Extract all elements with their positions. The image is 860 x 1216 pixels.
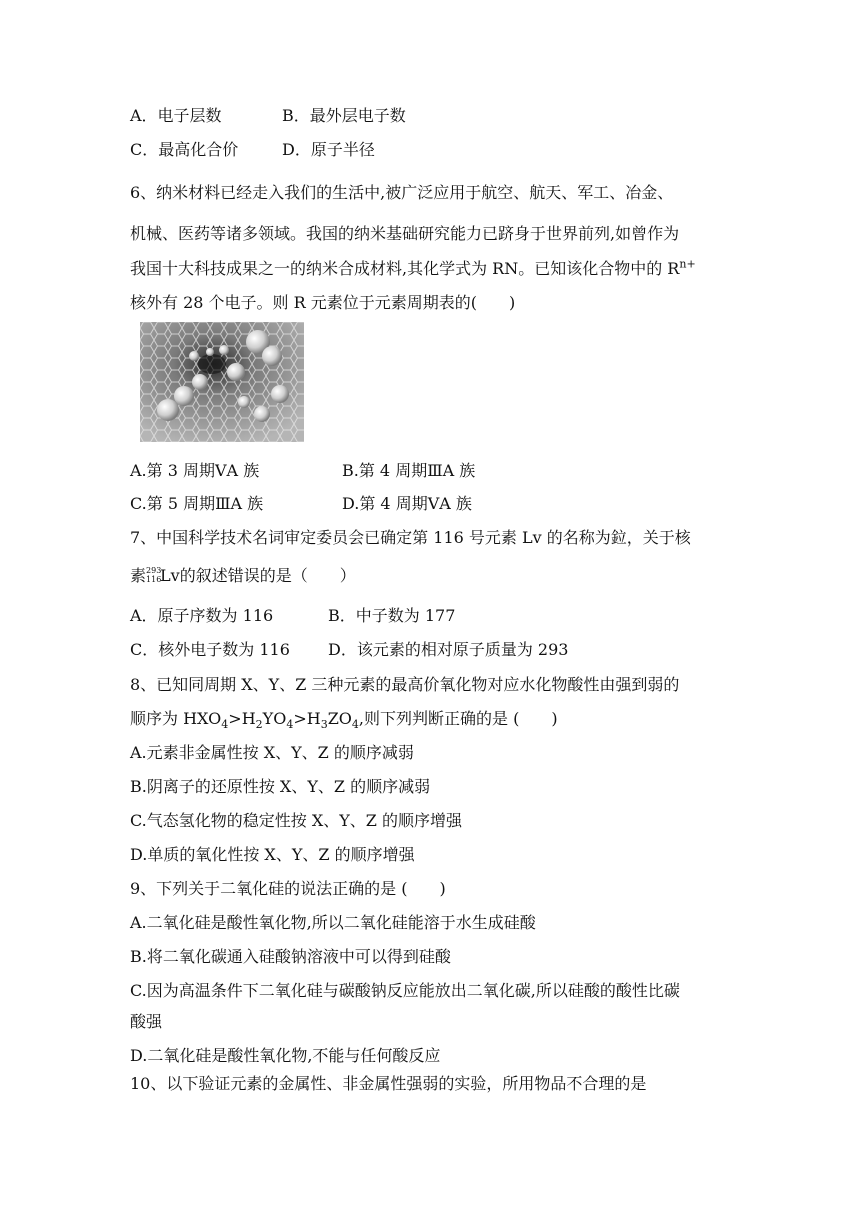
q7-option-a: A．原子序数为 116	[130, 606, 274, 625]
q6-charge-superscript: n+	[679, 257, 696, 271]
q8-stem-line-2	[130, 709, 558, 732]
q5-option-a: A．电子层数	[130, 106, 222, 125]
q8-formula-c: YO	[262, 709, 287, 728]
q6-option-a: A.第 3 周期ⅤA 族	[130, 461, 260, 480]
q6-stem-line-4: 核外有 28 个电子。则 R 元素位于元素周期表的( )	[130, 293, 516, 312]
nanotube-illustration	[140, 322, 304, 442]
atomic-number: 116	[146, 575, 162, 584]
q8-option-c: C.气态氢化物的稳定性按 X、Y、Z 的顺序增强	[130, 811, 463, 830]
q7-stem-line-1: 7、中国科学技术名词审定委员会已确定第 116 号元素 Lv 的名称为鉝，关于核	[130, 528, 691, 547]
q8-formula-e: ZO	[327, 709, 352, 728]
q8-formula-b: >H	[228, 709, 256, 728]
q6-option-d: D.第 4 周期ⅤA 族	[342, 494, 472, 513]
q9-option-d: D.二氧化硅是酸性氧化物,不能与任何酸反应	[130, 1046, 441, 1065]
q6-stem-line-2: 机械、医药等诸多领域。我国的纳米基础研究能力已跻身于世界前列,如曾作为	[130, 224, 680, 243]
q9-option-c-line-2: 酸强	[130, 1012, 163, 1031]
q8-formula-d: >H	[293, 709, 321, 728]
q8-sub-1: 4	[221, 718, 229, 732]
q8-sub-3: 4	[286, 718, 294, 732]
mass-number: 293	[146, 566, 162, 575]
q6-option-c: C.第 5 周期ⅢA 族	[130, 494, 264, 513]
q7-stem-suffix: 的叙述错误的是（ ）	[179, 566, 356, 585]
q8-option-b: B.阴离子的还原性按 X、Y、Z 的顺序减弱	[130, 777, 431, 796]
nuclide-notation	[146, 566, 160, 586]
q7-stem-line-2	[130, 566, 356, 586]
q7-option-d: D．该元素的相对原子质量为 293	[328, 640, 569, 659]
q5-option-c: C．最高化合价	[130, 140, 239, 159]
q10-stem: 10、以下验证元素的金属性、非金属性强弱的实验，所用物品不合理的是	[130, 1074, 647, 1093]
q9-option-c-line-1: C.因为高温条件下二氧化硅与碳酸钠反应能放出二氧化碳,所以硅酸的酸性比碳	[130, 981, 680, 1000]
nanotube-figure	[140, 322, 304, 442]
q6-stem-line-3	[130, 259, 696, 279]
q5-option-b: B．最外层电子数	[282, 106, 406, 125]
q8-option-a: A.元素非金属性按 X、Y、Z 的顺序减弱	[130, 743, 414, 762]
q8-stem-suffix: ,则下列判断正确的是 ( )	[358, 709, 558, 728]
q6-stem-line-1: 6、纳米材料已经走入我们的生活中,被广泛应用于航空、航天、军工、冶金、	[130, 183, 674, 202]
q9-option-b: B.将二氧化碳通入硅酸钠溶液中可以得到硅酸	[130, 947, 451, 966]
q9-option-a: A.二氧化硅是酸性氧化物,所以二氧化硅能溶于水生成硅酸	[130, 913, 536, 932]
q8-sub-5: 4	[351, 718, 359, 732]
q9-stem: 9、下列关于二氧化硅的说法正确的是 ( )	[130, 879, 446, 898]
q7-stem-prefix: 素	[130, 566, 147, 585]
q7-option-c: C．核外电子数为 116	[130, 640, 290, 659]
q6-stem-line-3-text: 我国十大科技成果之一的纳米合成材料,其化学式为 RN。已知该化合物中的 R	[130, 259, 680, 278]
element-symbol: Lv	[160, 566, 180, 585]
q6-option-b: B.第 4 周期ⅢA 族	[342, 461, 476, 480]
q5-option-d: D．原子半径	[282, 140, 375, 159]
q8-sub-4: 3	[320, 718, 328, 732]
q8-stem-line-1: 8、已知同周期 X、Y、Z 三种元素的最高价氧化物对应水化物酸性由强到弱的	[130, 675, 680, 694]
q8-sub-2: 2	[255, 718, 263, 732]
q8-formula-a: 顺序为 HXO	[130, 709, 222, 728]
q8-option-d: D.单质的氧化性按 X、Y、Z 的顺序增强	[130, 845, 415, 864]
q7-option-b: B．中子数为 177	[328, 606, 456, 625]
